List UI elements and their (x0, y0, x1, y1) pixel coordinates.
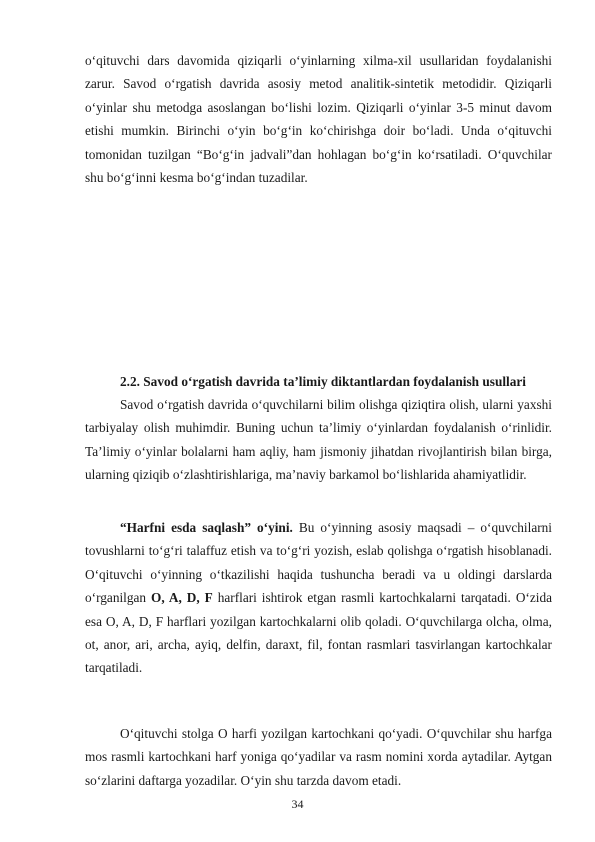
game-title: “Harfni esda saqlash” o‘yini. (120, 520, 293, 535)
page-number: 34 (291, 797, 304, 811)
section-heading: 2.2. Savod o‘rgatish davrida ta’limiy diktantlardan foydalanish usullari (120, 374, 526, 389)
body-paragraph-2: Savod o‘rgatish davrida o‘quvchilarni bilim olishga qiziqtira olish, ularni yaxshi tarbiyalay olish muhimdir. Buning uchun ta’limiy o‘yinlardan foydalanish o‘rinlidir. Ta’limiy o‘yinlar bolalarni ham aqliy, ham jismoniy jihatdan rivojlantirish bilan birga, ularning qiziqib o‘zlashtirishlariga, ma’naviy barkamol bo‘lishlarida ahamiyatlidir. (85, 397, 552, 483)
paragraph-3-text-2: harflari ishtirok etgan rasmli kartochkalarni tarqatadi. O‘zida esa O, A, D, F harflari yozilgan kartochkalarni olib qoladi. O‘quvchilarga olcha, olma, ot, anor, ari, archa, ayiq, delfin, daraxt, fil, fontan rasmlari tasvirlangan kartochkalar tarqatiladi. (85, 590, 552, 676)
paragraph-3-text-1: Bu o‘yinning asosiy maqsadi – o‘quvchilarni tovushlarni to‘g‘ri talaffuz etish va to‘g‘ri yozish, eslab qolishga o‘rgatish hisoblanadi. O‘qituvchi o‘yinning o‘tkazilishi haqida tushuncha beradi va u oldingi darslarda o‘rganilgan (85, 520, 552, 606)
body-paragraph-1: o‘qituvchi dars davomida qiziqarli o‘yinlarning xilma-xil usullaridan foydalanishi zarur. Savod o‘rgatish davrida asosiy metod analitik-sintetik metodidir. Qiziqarli o‘yinlar shu metodga asoslangan bo‘lishi lozim. Qiziqarli o‘yinlar 3-5 minut davom etishi mumkin. Birinchi o‘yin bo‘g‘in ko‘chirishga doir bo‘ladi. Unda o‘qituvchi tomonidan tuzilgan “Bo‘g‘in jadvali”dan hohlagan bo‘g‘in ko‘rsatiladi. O‘quvchilar shu bo‘g‘inni kesma bo‘g‘indan tuzadilar. (85, 53, 552, 186)
letters-emphasis: O, A, D, F (151, 590, 213, 606)
body-paragraph-4: O‘qituvchi stolga O harfi yozilgan kartochkani qo‘yadi. O‘quvchilar shu harfga mos rasmli kartochkani harf yoniga qo‘yadilar va rasm nomini xorda aytadilar. Aytgan so‘zlarini daftarga yozadilar. O‘yin shu tarzda davom etadi. (85, 726, 552, 788)
body-paragraph-3 (85, 516, 552, 680)
